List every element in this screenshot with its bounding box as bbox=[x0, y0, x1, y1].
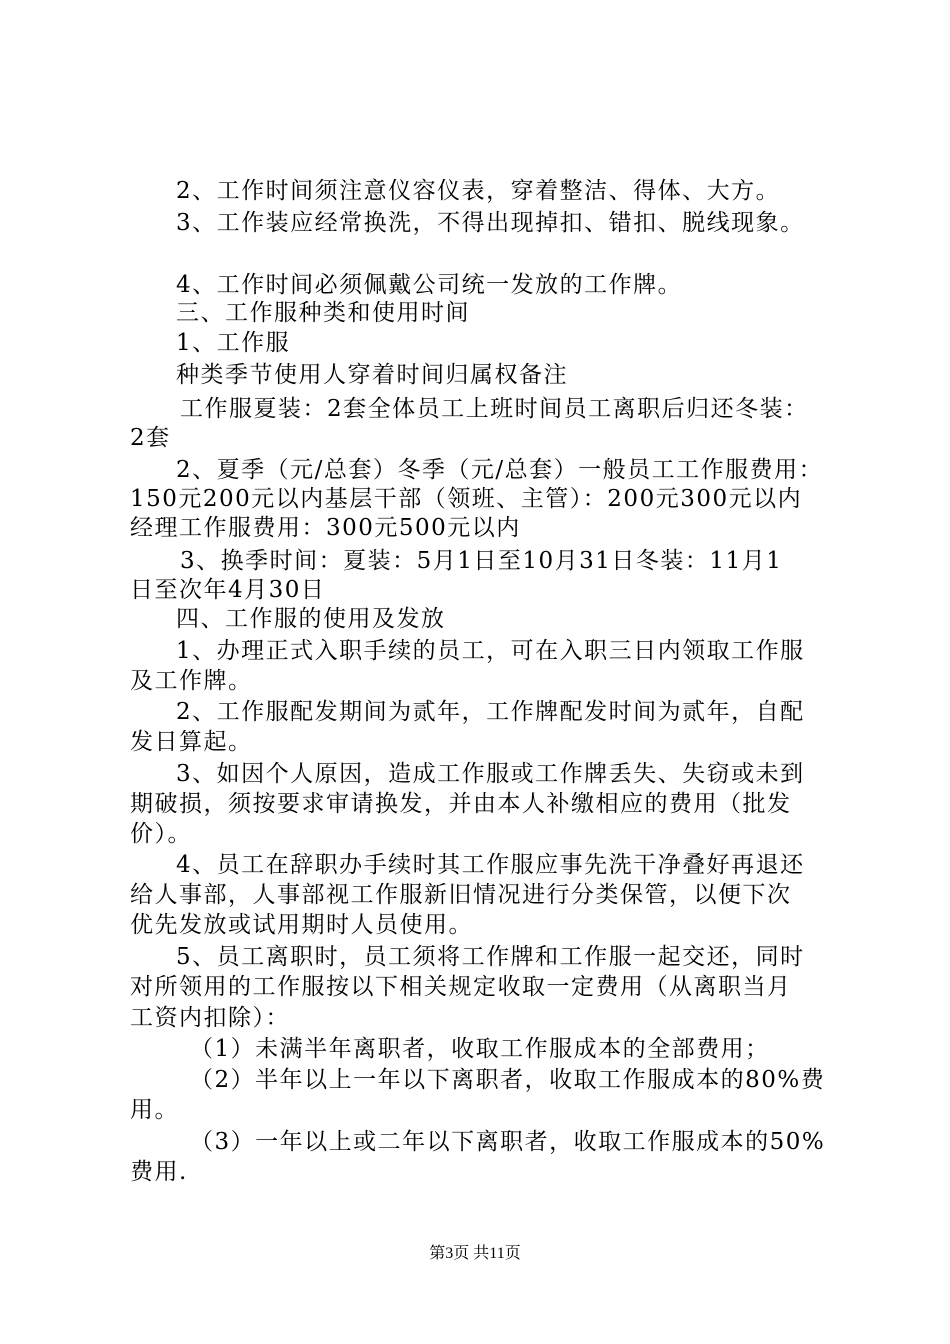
text-line: 用。 bbox=[130, 1097, 179, 1123]
page-number-footer: 第3页 共11页 bbox=[429, 1245, 521, 1262]
text-line: 种类季节使用人穿着时间归属权备注 bbox=[176, 362, 568, 388]
text-line: 150元200元以内基层干部（领班、主管）：200元300元以内 bbox=[130, 486, 803, 512]
text-line: （1）未满半年离职者，收取工作服成本的全部费用； bbox=[190, 1036, 770, 1062]
text-line: 及工作牌。 bbox=[130, 668, 253, 694]
text-line: 对所领用的工作服按以下相关规定收取一定费用（从离职当月 bbox=[130, 974, 792, 1000]
text-line: 经理工作服费用：300元500元以内 bbox=[130, 515, 521, 541]
text-line: 价）。 bbox=[130, 821, 192, 847]
text-line: 期破损，须按要求审请换发，并由本人补缴相应的费用（批发 bbox=[130, 791, 792, 817]
text-line: 优先发放或试用期时人员使用。 bbox=[130, 912, 473, 938]
text-line: 3、如因个人原因，造成工作服或工作牌丢失、失窃或未到 bbox=[176, 761, 805, 787]
text-line: 3、换季时间：夏装：5月1日至10月31日冬装：11月1 bbox=[180, 548, 783, 574]
text-line: 3、工作装应经常换洗，不得出现掉扣、错扣、脱线现象。 bbox=[176, 210, 805, 236]
text-line: 2、夏季（元/总套）冬季（元/总套）一般员工工作服费用： bbox=[176, 457, 824, 483]
text-line: 发日算起。 bbox=[130, 729, 253, 755]
text-line: 费用. bbox=[130, 1159, 188, 1185]
section-heading: 三、工作服种类和使用时间 bbox=[176, 300, 470, 326]
text-line: 5、员工离职时，员工须将工作牌和工作服一起交还，同时 bbox=[176, 944, 805, 970]
text-line: 4、员工在辞职办手续时其工作服应事先洗干净叠好再退还 bbox=[176, 852, 805, 878]
text-line: （3）一年以上或二年以下离职者，收取工作服成本的50% bbox=[190, 1129, 826, 1155]
text-line: 2、工作服配发期间为贰年，工作牌配发时间为贰年，自配 bbox=[176, 699, 805, 725]
text-line: 日至次年4月30日 bbox=[130, 577, 326, 603]
text-line: 工作服夏装：2套全体员工上班时间员工离职后归还冬装： bbox=[180, 396, 809, 422]
section-heading: 四、工作服的使用及发放 bbox=[176, 606, 446, 632]
text-line: 2、工作时间须注意仪容仪表，穿着整洁、得体、大方。 bbox=[176, 178, 781, 204]
text-line: 4、工作时间必须佩戴公司统一发放的工作牌。 bbox=[176, 272, 683, 298]
text-line: （2）半年以上一年以下离职者，收取工作服成本的80%费 bbox=[190, 1067, 826, 1093]
text-line: 1、办理正式入职手续的员工，可在入职三日内领取工作服 bbox=[176, 638, 805, 664]
text-line: 工资内扣除）： bbox=[130, 1005, 290, 1031]
subsection-heading: 1、工作服 bbox=[176, 330, 291, 356]
text-line: 2套 bbox=[130, 425, 171, 451]
text-line: 给人事部，人事部视工作服新旧情况进行分类保管，以便下次 bbox=[130, 882, 792, 908]
